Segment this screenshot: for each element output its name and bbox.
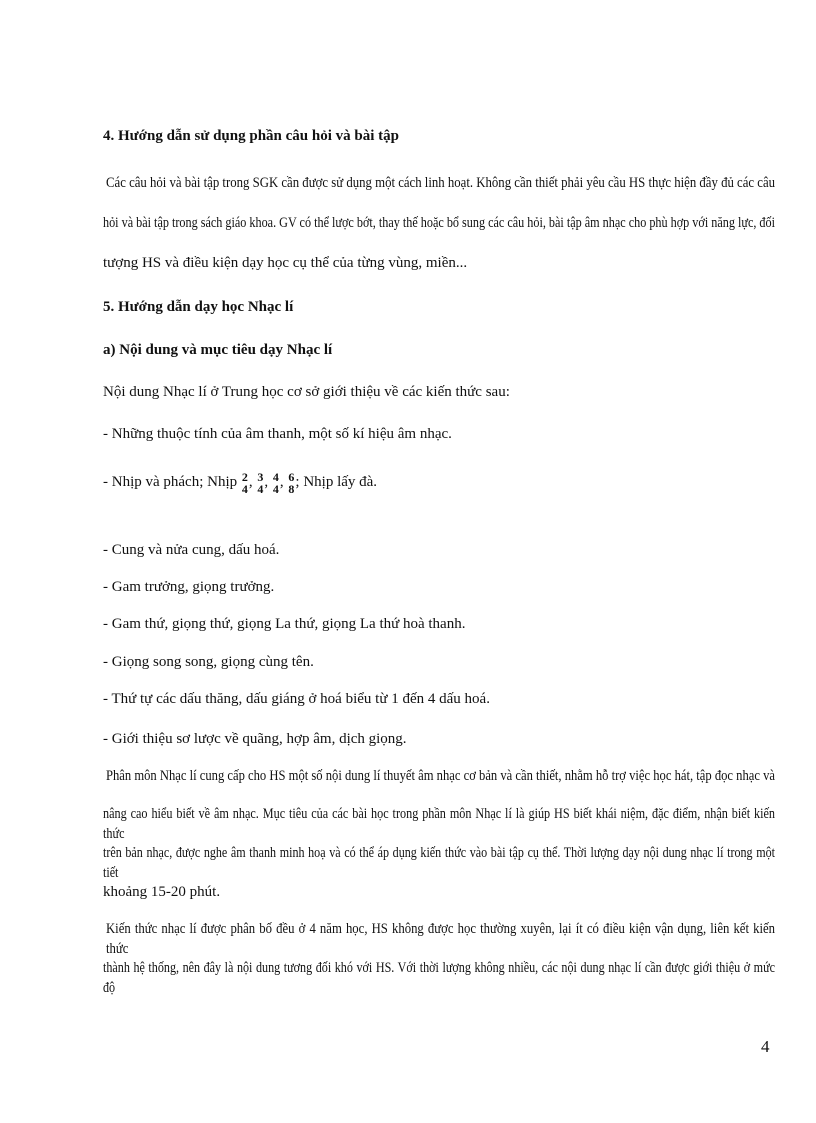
paragraph-line: nâng cao hiểu biết về âm nhạc. Mục tiêu của các bài học trong phần môn Nhạc lí là giúp HS biết khái niệm, đặc điểm, nhận biết kiến thức (103, 806, 775, 842)
time-signature (257, 471, 263, 495)
paragraph-line: tượng HS và điều kiện dạy học cụ thể của từng vùng, miền... (103, 255, 468, 271)
paragraph-line: Phân môn Nhạc lí cung cấp cho HS một số nội dung lí thuyết âm nhạc cơ bản và cần thiết, nhằm hỗ trợ việc học hát, tập đọc nhạc và (106, 768, 775, 784)
list-item-time-signatures: - Nhịp và phách; Nhịp 2 4 , 3 4 , 4 4 , 6 8 ; Nhịp lấy đà. (103, 469, 378, 496)
list-item: - Gam thứ, giọng thứ, giọng La thứ, giọng La thứ hoà thanh. (103, 616, 466, 632)
list-item: - Giới thiệu sơ lược về quãng, hợp âm, dịch giọng. (103, 731, 407, 747)
section-4-heading: 4. Hướng dẫn sử dụng phần câu hỏi và bài tập (103, 128, 400, 144)
section-5-heading: 5. Hướng dẫn dạy học Nhạc lí (103, 299, 294, 315)
section-5a-subheading: a) Nội dung và mục tiêu dạy Nhạc lí (103, 342, 333, 358)
paragraph-line: trên bản nhạc, được nghe âm thanh minh hoạ và có thể áp dụng kiến thức vào bài tập cụ thể. Thời lượng dạy nội dung nhạc lí trong một tiết (103, 845, 775, 881)
time-signature (288, 471, 294, 495)
page-number: 4 (761, 1037, 770, 1056)
intro-line: Nội dung Nhạc lí ở Trung học cơ sở giới thiệu về các kiến thức sau: (103, 384, 510, 400)
list-item-text: Nhịp lấy đà. (303, 474, 378, 490)
denominator: 4 (257, 481, 264, 496)
time-signature (242, 471, 248, 495)
denominator: 8 (288, 481, 295, 496)
paragraph-line: khoảng 15-20 phút. (103, 884, 221, 900)
paragraph-line: hỏi và bài tập trong sách giáo khoa. GV có thể lược bớt, thay thế hoặc bổ sung các câu hỏi, bài tập âm nhạc cho phù hợp với năng lực, đối (103, 215, 775, 231)
list-item: - Giọng song song, giọng cùng tên. (103, 654, 314, 670)
numerator: 3 (257, 469, 264, 484)
denominator: 4 (272, 481, 279, 496)
numerator: 4 (272, 469, 279, 484)
list-item: - Những thuộc tính của âm thanh, một số kí hiệu âm nhạc. (103, 426, 452, 442)
paragraph-line: thành hệ thống, nên đây là nội dung tương đối khó với HS. Với thời lượng không nhiều, các nội dung nhạc lí cần được giới thiệu ở mức độ (103, 960, 775, 996)
list-item-text: - Nhịp và phách; Nhịp (103, 474, 238, 490)
list-item: - Gam trưởng, giọng trưởng. (103, 579, 275, 595)
paragraph-line: Các câu hỏi và bài tập trong SGK cần được sử dụng một cách linh hoạt. Không cần thiết phải yêu cầu HS thực hiện đầy đủ các câu (106, 175, 776, 191)
numerator: 2 (241, 469, 248, 484)
time-signature (273, 471, 279, 495)
denominator: 4 (241, 481, 248, 496)
list-item: - Cung và nửa cung, dấu hoá. (103, 542, 280, 558)
list-item: - Thứ tự các dấu thăng, dấu giáng ở hoá biểu từ 1 đến 4 dấu hoá. (103, 691, 490, 707)
paragraph-line: Kiến thức nhạc lí được phân bố đều ở 4 năm học, HS không được học thường xuyên, lại ít có điều kiện vận dụng, liên kết kiến thức (106, 921, 775, 957)
numerator: 6 (288, 469, 295, 484)
